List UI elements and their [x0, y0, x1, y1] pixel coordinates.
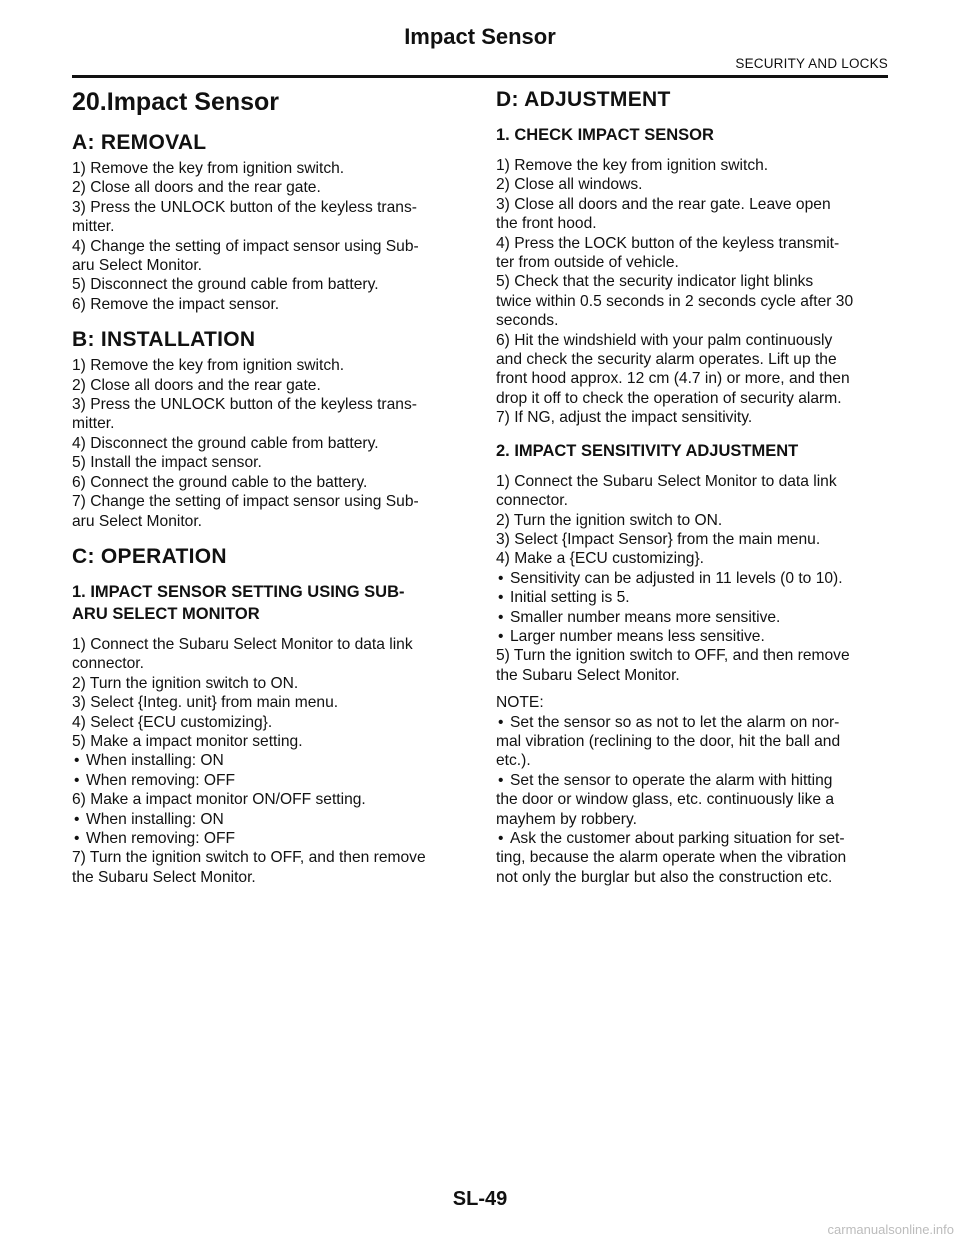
- check-line: 1) Remove the key from ignition switch.: [496, 157, 769, 174]
- operation-subheading-line1: 1. IMPACT SENSOR SETTING USING SUB-: [72, 582, 405, 601]
- installation-line: mitter.: [72, 415, 115, 433]
- sensitivity-line: 1) Connect the Subaru Select Monitor to data link: [496, 472, 837, 490]
- operation-subheading-line2: ARU SELECT MONITOR: [72, 604, 260, 623]
- note-continuation: the door or window glass, etc. continuously like a: [496, 791, 835, 809]
- installation-line: 2) Close all doors and the rear gate.: [72, 376, 321, 394]
- removal-line: 5) Disconnect the ground cable from battery.: [72, 276, 379, 294]
- operation-line: connector.: [72, 655, 144, 673]
- left-column: [72, 86, 462, 887]
- removal-line: mitter.: [72, 218, 115, 236]
- check-line: drop it off to check the operation of security alarm.: [496, 389, 842, 407]
- check-line: front hood approx. 12 cm (4.7 in) or more, and then: [496, 370, 850, 388]
- operation-line: 6) Make a impact monitor ON/OFF setting.: [72, 791, 366, 809]
- removal-line: 3) Press the UNLOCK button of the keyless trans-: [72, 198, 417, 216]
- check-line: and check the security alarm operates. Lift up the: [496, 351, 837, 369]
- operation-line: 3) Select {Integ. unit} from main menu.: [72, 694, 339, 712]
- check-line: 7) If NG, adjust the impact sensitivity.: [496, 409, 753, 427]
- sensitivity-line: 3) Select {Impact Sensor} from the main menu.: [496, 530, 821, 548]
- bullet-item: • Smaller number means more sensitive.: [496, 608, 886, 627]
- sensitivity-line: the Subaru Select Monitor.: [496, 666, 680, 684]
- header-divider: [72, 75, 888, 78]
- installation-line: 6) Connect the ground cable to the battery.: [72, 473, 368, 491]
- removal-line: aru Select Monitor.: [72, 257, 203, 275]
- bullet-item: • When installing: ON: [72, 751, 462, 770]
- check-heading: 1. CHECK IMPACT SENSOR: [496, 126, 714, 144]
- installation-line: 1) Remove the key from ignition switch.: [72, 357, 345, 375]
- note-bullet: • Set the sensor to operate the alarm with hitting: [496, 771, 886, 790]
- installation-line: 5) Install the impact sensor.: [72, 454, 262, 472]
- operation-subheading: [72, 581, 462, 625]
- note-continuation: not only the burglar but also the construction etc.: [496, 868, 833, 886]
- bullet-item: • Sensitivity can be adjusted in 11 levels (0 to 10).: [496, 569, 886, 588]
- bullet-item: • When removing: OFF: [72, 829, 462, 848]
- note-continuation: etc.).: [496, 752, 531, 770]
- sensitivity-line: 5) Turn the ignition switch to OFF, and then remove: [496, 647, 850, 665]
- operation-line: 7) Turn the ignition switch to OFF, and then remove: [72, 849, 426, 867]
- adjustment-heading: D: ADJUSTMENT: [496, 88, 671, 111]
- check-line: the front hood.: [496, 215, 597, 233]
- bullet-item: • When installing: ON: [72, 810, 462, 829]
- note-bullet: • Set the sensor so as not to let the alarm on nor-: [496, 713, 886, 732]
- check-line: 4) Press the LOCK button of the keyless transmit-: [496, 234, 840, 252]
- check-line: 2) Close all windows.: [496, 176, 643, 194]
- removal-line: 6) Remove the impact sensor.: [72, 295, 280, 313]
- removal-heading: A: REMOVAL: [72, 131, 207, 154]
- bullet-item: • When removing: OFF: [72, 771, 462, 790]
- operation-line: 1) Connect the Subaru Select Monitor to data link: [72, 635, 413, 653]
- right-column: [496, 86, 886, 887]
- note-continuation: mal vibration (reclining to the door, hit the ball and: [496, 732, 841, 750]
- operation-line: 2) Turn the ignition switch to ON.: [72, 674, 299, 692]
- page-header-section: SECURITY AND LOCKS: [735, 56, 888, 71]
- sensitivity-heading: 2. IMPACT SENSITIVITY ADJUSTMENT: [496, 441, 799, 460]
- installation-line: 7) Change the setting of impact sensor using Sub-: [72, 493, 419, 511]
- removal-line: 4) Change the setting of impact sensor using Sub-: [72, 237, 419, 255]
- bullet-item: • Initial setting is 5.: [496, 588, 886, 607]
- removal-line: 2) Close all doors and the rear gate.: [72, 179, 321, 197]
- page-header-title: Impact Sensor: [404, 24, 556, 49]
- operation-line: the Subaru Select Monitor.: [72, 868, 256, 886]
- check-line: 3) Close all doors and the rear gate. Leave open: [496, 195, 831, 213]
- sensitivity-line: connector.: [496, 492, 568, 510]
- installation-line: 3) Press the UNLOCK button of the keyless trans-: [72, 396, 417, 414]
- check-line: 5) Check that the security indicator light blinks: [496, 273, 814, 291]
- bullet-item: • Larger number means less sensitive.: [496, 627, 886, 646]
- sensitivity-line: 2) Turn the ignition switch to ON.: [496, 511, 723, 529]
- installation-line: aru Select Monitor.: [72, 512, 203, 530]
- operation-line: 5) Make a impact monitor setting.: [72, 732, 303, 750]
- note-continuation: mayhem by robbery.: [496, 810, 637, 828]
- spacer: [496, 685, 886, 693]
- check-line: seconds.: [496, 312, 559, 330]
- installation-heading: B: INSTALLATION: [72, 328, 256, 352]
- operation-line: 4) Select {ECU customizing}.: [72, 713, 273, 731]
- sensitivity-line: 4) Make a {ECU customizing}.: [496, 550, 705, 568]
- check-line: 6) Hit the windshield with your palm continuously: [496, 331, 833, 349]
- note-bullet: • Ask the customer about parking situation for set-: [496, 829, 886, 848]
- note-continuation: ting, because the alarm operate when the vibration: [496, 849, 847, 867]
- note-label: NOTE:: [496, 694, 544, 712]
- removal-line: 1) Remove the key from ignition switch.: [72, 160, 345, 177]
- page-number: SL-49: [452, 1188, 508, 1210]
- check-line: ter from outside of vehicle.: [496, 254, 679, 272]
- operation-heading: C: OPERATION: [72, 544, 227, 568]
- watermark: carmanualsonline.info: [827, 1222, 954, 1237]
- check-line: twice within 0.5 seconds in 2 seconds cycle after 30: [496, 292, 854, 310]
- section-title: 20.Impact Sensor: [72, 88, 280, 116]
- installation-line: 4) Disconnect the ground cable from battery.: [72, 434, 379, 452]
